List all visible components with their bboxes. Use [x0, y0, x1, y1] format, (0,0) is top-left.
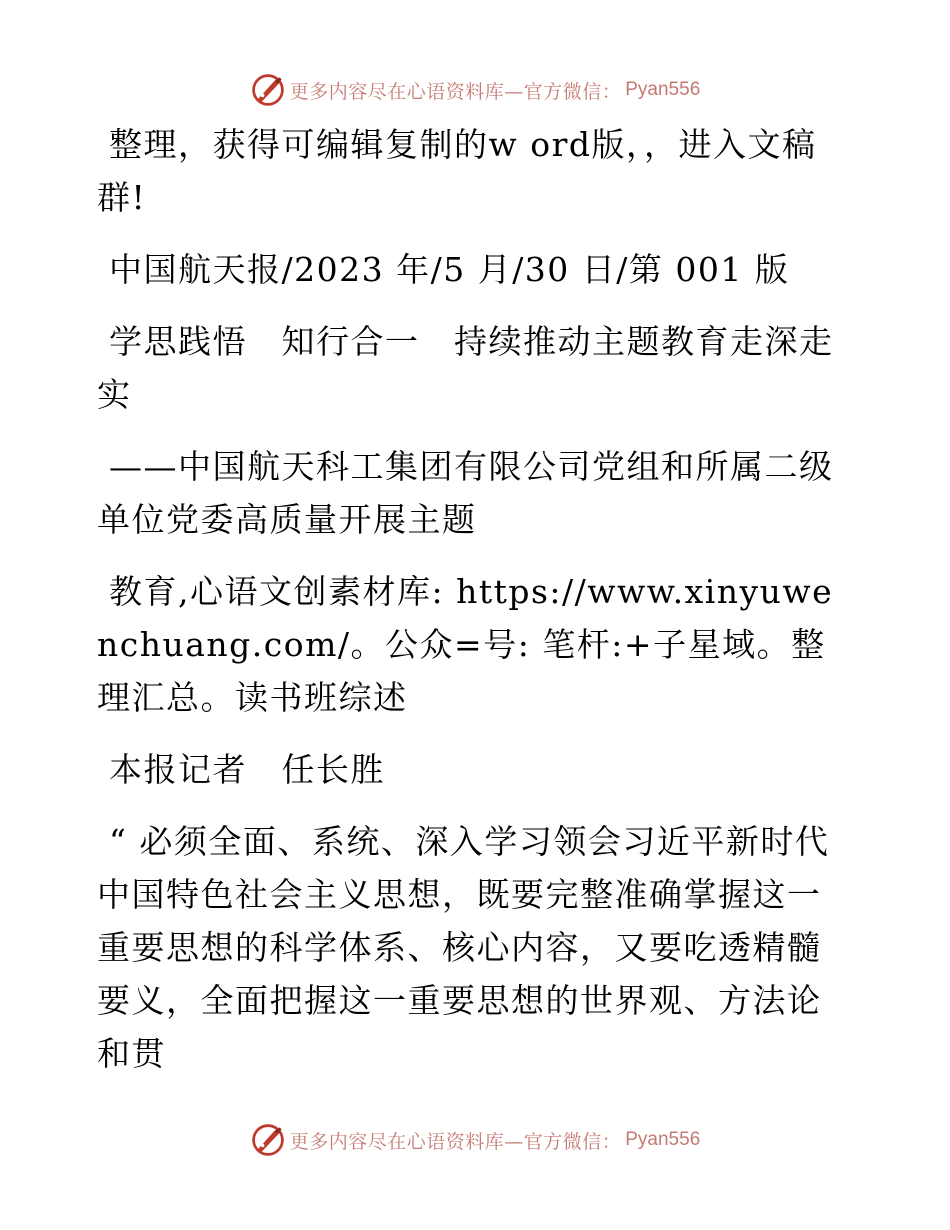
source-note-paragraph: 教育,心语文创素材库: https://www.xinyuwenchuang.com/。公众=号: 笔杆:+子星域。整理汇总。读书班综述: [97, 572, 834, 717]
header-banner: [0, 72, 950, 108]
banner-wechat-id: Pyan556: [625, 79, 701, 100]
footer-banner: [0, 1122, 950, 1158]
banner-wechat-id: Pyan556: [625, 1129, 701, 1150]
body-paragraph: “ 必须全面、系统、深入学习领会习近平新时代中国特色社会主义思想，既要完整准确掌握这一重要思想的科学体系、核心内容，又要吃透精髓要义，全面把握这一重要思想的世界观、方法论和贯: [97, 822, 830, 1073]
reporter-byline: 本报记者 任长胜: [109, 750, 385, 789]
intro-paragraph: 整理，获得可编辑复制的w ord版，，进入文稿群!: [97, 125, 817, 217]
pen-logo-icon: [250, 72, 286, 108]
banner-text: 更多内容尽在心语资料库—官方微信：: [289, 80, 622, 103]
source-line: 中国航天报/2023 年/5 月/30 日/第 001 版: [109, 250, 790, 289]
document-body: [97, 118, 853, 1099]
article-title: 学思践悟 知行合一 持续推动主题教育走深走实: [97, 322, 834, 414]
article-subtitle: ——中国航天科工集团有限公司党组和所属二级单位党委高质量开展主题: [97, 447, 834, 539]
banner-text: 更多内容尽在心语资料库—官方微信：: [289, 1130, 622, 1153]
pen-logo-icon: [250, 1122, 286, 1158]
